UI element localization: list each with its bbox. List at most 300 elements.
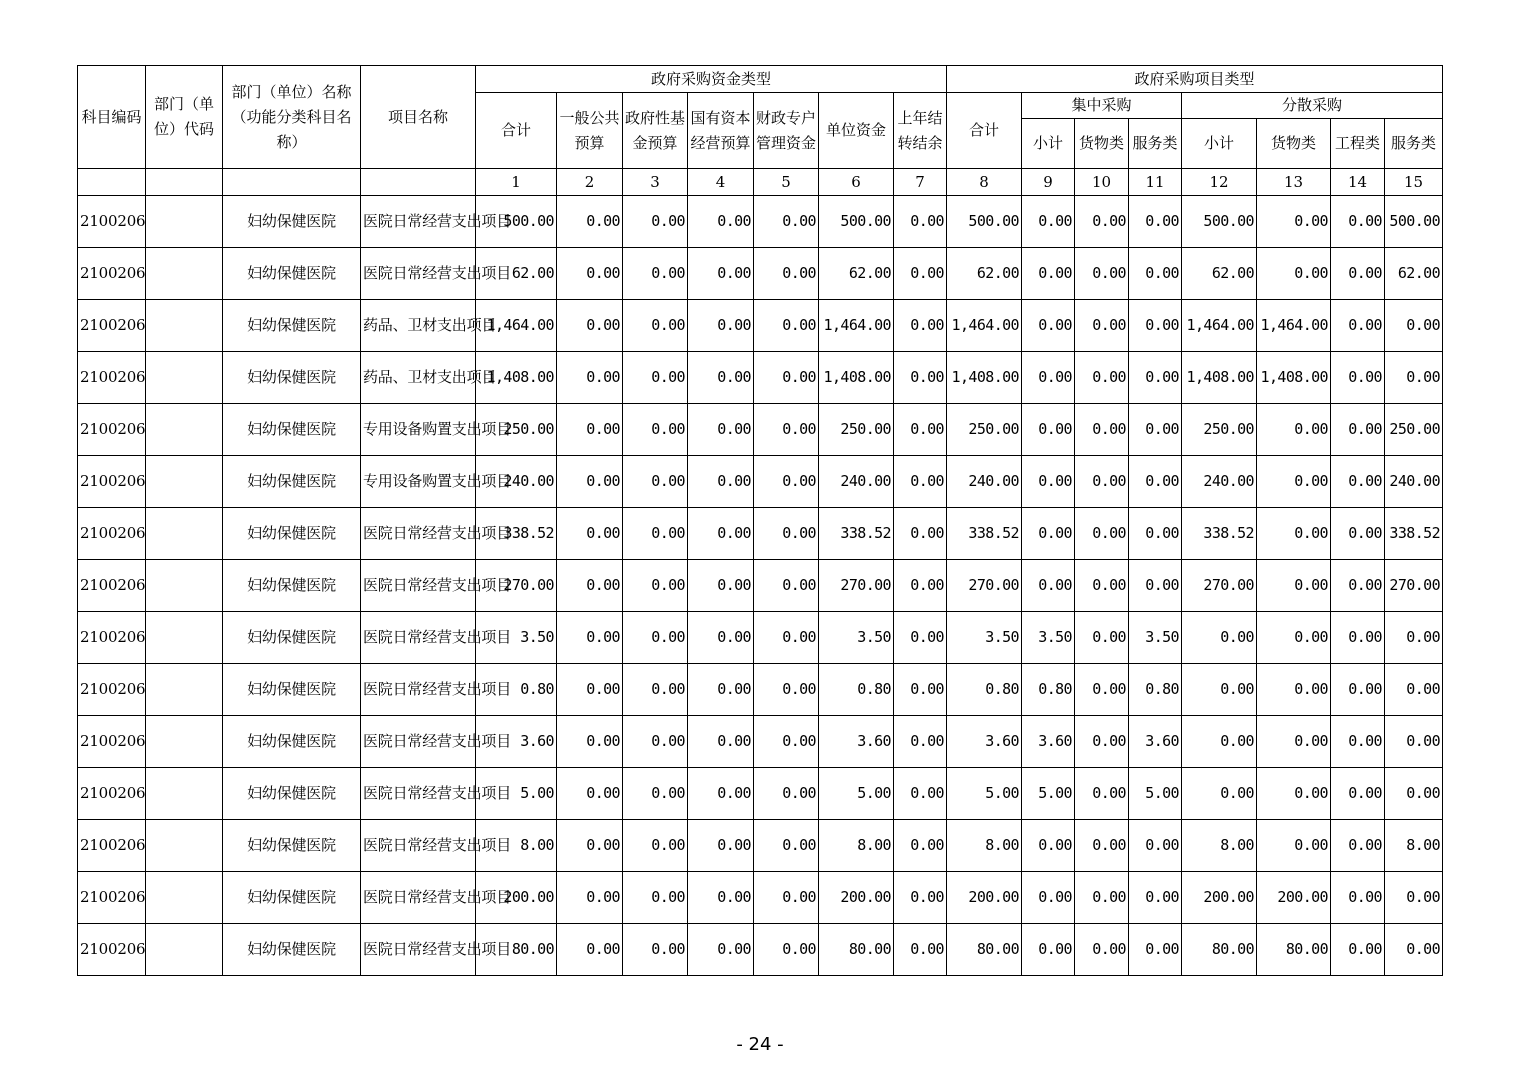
column-number: 1: [476, 169, 557, 196]
value-cell: 0.00: [1022, 508, 1075, 560]
value-cell: 0.00: [623, 456, 688, 508]
value-cell: 0.00: [623, 716, 688, 768]
table-row: [78, 456, 1443, 508]
value-cell: 5.00: [819, 768, 894, 820]
value-cell: 0.80: [1022, 664, 1075, 716]
column-number: 12: [1182, 169, 1257, 196]
table-body: [78, 196, 1443, 976]
value-cell: 0.00: [557, 196, 623, 248]
column-number: 14: [1331, 169, 1385, 196]
project-name-cell: 医院日常经营支出项目: [361, 560, 476, 612]
value-cell: 0.00: [623, 768, 688, 820]
table-row: [78, 872, 1443, 924]
dept-name-cell: 妇幼保健医院: [223, 560, 361, 612]
value-cell: 0.00: [623, 352, 688, 404]
value-cell: 270.00: [1182, 560, 1257, 612]
column-number: 2: [557, 169, 623, 196]
value-cell: 0.00: [1257, 508, 1331, 560]
value-cell: 0.00: [1257, 404, 1331, 456]
header-subject-code: 科目编码: [78, 66, 146, 169]
value-cell: 0.00: [1331, 456, 1385, 508]
value-cell: 0.80: [947, 664, 1022, 716]
value-cell: 1,408.00: [819, 352, 894, 404]
project-name-cell: 医院日常经营支出项目: [361, 716, 476, 768]
dept-name-cell: 妇幼保健医院: [223, 872, 361, 924]
value-cell: 0.00: [754, 716, 819, 768]
value-cell: 338.52: [1385, 508, 1443, 560]
value-cell: 0.00: [1129, 352, 1182, 404]
value-cell: 0.00: [1075, 612, 1129, 664]
value-cell: 1,464.00: [819, 300, 894, 352]
column-number: 4: [688, 169, 754, 196]
subject-code-cell: 2100206: [78, 664, 146, 716]
value-cell: 3.50: [1129, 612, 1182, 664]
value-cell: 0.00: [1075, 768, 1129, 820]
value-cell: 1,408.00: [1182, 352, 1257, 404]
value-cell: 0.00: [754, 352, 819, 404]
value-cell: 8.00: [1182, 820, 1257, 872]
value-cell: 270.00: [1385, 560, 1443, 612]
value-cell: 250.00: [476, 404, 557, 456]
value-cell: 1,408.00: [476, 352, 557, 404]
subject-code-cell: 2100206: [78, 508, 146, 560]
value-cell: 0.00: [1075, 664, 1129, 716]
value-cell: 0.00: [688, 300, 754, 352]
value-cell: 0.00: [1331, 820, 1385, 872]
value-cell: 0.00: [557, 820, 623, 872]
column-number: 11: [1129, 169, 1182, 196]
dept-name-cell: 妇幼保健医院: [223, 924, 361, 976]
value-cell: 0.00: [1022, 560, 1075, 612]
project-name-cell: 医院日常经营支出项目: [361, 924, 476, 976]
value-cell: 500.00: [1385, 196, 1443, 248]
value-cell: 0.00: [688, 560, 754, 612]
value-cell: 0.00: [1129, 820, 1182, 872]
value-cell: 250.00: [1385, 404, 1443, 456]
subject-code-cell: 2100206: [78, 872, 146, 924]
value-cell: 1,464.00: [947, 300, 1022, 352]
value-cell: 0.00: [1331, 196, 1385, 248]
project-name-cell: 医院日常经营支出项目: [361, 248, 476, 300]
value-cell: 0.00: [1257, 612, 1331, 664]
value-cell: 0.00: [1257, 664, 1331, 716]
value-cell: 0.00: [1022, 872, 1075, 924]
value-cell: 0.80: [819, 664, 894, 716]
table-row: [78, 560, 1443, 612]
dept-name-cell: 妇幼保健医院: [223, 612, 361, 664]
value-cell: 500.00: [947, 196, 1022, 248]
value-cell: 0.00: [1129, 456, 1182, 508]
header-special-account: 财政专户管理资金: [754, 93, 819, 169]
value-cell: 0.00: [754, 404, 819, 456]
value-cell: 0.00: [688, 404, 754, 456]
header-state-capital: 国有资本经营预算: [688, 93, 754, 169]
dept-name-cell: 妇幼保健医院: [223, 248, 361, 300]
column-number: 7: [894, 169, 947, 196]
value-cell: 338.52: [947, 508, 1022, 560]
value-cell: 0.00: [623, 560, 688, 612]
project-name-cell: 医院日常经营支出项目: [361, 820, 476, 872]
header-funding-type: 政府采购资金类型: [476, 66, 947, 93]
dept-code-cell: [146, 196, 223, 248]
value-cell: 0.00: [557, 352, 623, 404]
value-cell: 0.00: [1022, 404, 1075, 456]
value-cell: 0.00: [1257, 768, 1331, 820]
value-cell: 80.00: [476, 924, 557, 976]
value-cell: 0.00: [1331, 612, 1385, 664]
subject-code-cell: 2100206: [78, 560, 146, 612]
dept-code-cell: [146, 456, 223, 508]
value-cell: 0.00: [1075, 352, 1129, 404]
project-name-cell: 医院日常经营支出项目: [361, 664, 476, 716]
subject-code-cell: 2100206: [78, 820, 146, 872]
header-carryover: 上年结转结余: [894, 93, 947, 169]
value-cell: 0.00: [1075, 196, 1129, 248]
value-cell: 0.00: [1385, 768, 1443, 820]
subject-code-cell: 2100206: [78, 248, 146, 300]
value-cell: 0.00: [1075, 716, 1129, 768]
value-cell: 250.00: [819, 404, 894, 456]
header-goods: 货物类: [1075, 119, 1129, 169]
value-cell: 0.00: [1257, 456, 1331, 508]
subject-code-cell: 2100206: [78, 352, 146, 404]
value-cell: 0.00: [557, 872, 623, 924]
value-cell: 0.00: [557, 664, 623, 716]
value-cell: 0.00: [894, 300, 947, 352]
value-cell: 8.00: [947, 820, 1022, 872]
value-cell: 0.00: [688, 508, 754, 560]
table-row: [78, 352, 1443, 404]
value-cell: 80.00: [1257, 924, 1331, 976]
project-name-cell: 药品、卫材支出项目: [361, 300, 476, 352]
value-cell: 1,408.00: [947, 352, 1022, 404]
value-cell: 0.00: [1075, 300, 1129, 352]
header-decentralized: 分散采购: [1182, 93, 1443, 119]
value-cell: 0.00: [1257, 248, 1331, 300]
value-cell: 0.00: [1129, 872, 1182, 924]
value-cell: 0.00: [1331, 716, 1385, 768]
column-number: 5: [754, 169, 819, 196]
value-cell: 250.00: [1182, 404, 1257, 456]
value-cell: 240.00: [947, 456, 1022, 508]
value-cell: 0.00: [688, 924, 754, 976]
value-cell: 0.00: [557, 612, 623, 664]
value-cell: 0.00: [623, 300, 688, 352]
value-cell: 0.00: [894, 716, 947, 768]
subject-code-cell: 2100206: [78, 612, 146, 664]
project-name-cell: 专用设备购置支出项目: [361, 404, 476, 456]
value-cell: 0.00: [894, 456, 947, 508]
value-cell: 0.00: [1022, 456, 1075, 508]
value-cell: 0.00: [754, 196, 819, 248]
value-cell: 3.50: [476, 612, 557, 664]
subject-code-cell: 2100206: [78, 196, 146, 248]
value-cell: 0.00: [1129, 560, 1182, 612]
value-cell: 0.00: [1331, 872, 1385, 924]
value-cell: 0.00: [1331, 664, 1385, 716]
dept-code-cell: [146, 716, 223, 768]
project-name-cell: 医院日常经营支出项目: [361, 508, 476, 560]
dept-name-cell: 妇幼保健医院: [223, 664, 361, 716]
value-cell: 0.00: [623, 820, 688, 872]
value-cell: 200.00: [947, 872, 1022, 924]
value-cell: 250.00: [947, 404, 1022, 456]
value-cell: 80.00: [947, 924, 1022, 976]
value-cell: 0.00: [688, 248, 754, 300]
dept-name-cell: 妇幼保健医院: [223, 404, 361, 456]
value-cell: 200.00: [1182, 872, 1257, 924]
value-cell: 0.00: [1182, 716, 1257, 768]
value-cell: 0.00: [1075, 872, 1129, 924]
value-cell: 3.50: [1022, 612, 1075, 664]
value-cell: 3.60: [1129, 716, 1182, 768]
value-cell: 0.00: [1257, 716, 1331, 768]
value-cell: 0.00: [1129, 196, 1182, 248]
value-cell: 0.00: [688, 352, 754, 404]
page-number: - 24 -: [736, 1034, 784, 1055]
value-cell: 500.00: [819, 196, 894, 248]
dept-code-cell: [146, 924, 223, 976]
value-cell: 0.00: [894, 508, 947, 560]
value-cell: 0.00: [557, 508, 623, 560]
value-cell: 0.00: [754, 456, 819, 508]
subject-code-cell: 2100206: [78, 716, 146, 768]
header-subtotal-2: 小计: [1182, 119, 1257, 169]
subject-code-cell: 2100206: [78, 456, 146, 508]
value-cell: 0.00: [557, 404, 623, 456]
value-cell: 0.00: [894, 664, 947, 716]
subject-code-cell: 2100206: [78, 924, 146, 976]
header-centralized: 集中采购: [1022, 93, 1182, 119]
value-cell: 0.00: [894, 872, 947, 924]
value-cell: 0.00: [688, 196, 754, 248]
column-number: 3: [623, 169, 688, 196]
value-cell: 240.00: [1385, 456, 1443, 508]
value-cell: 0.00: [754, 612, 819, 664]
header-subtotal: 小计: [1022, 119, 1075, 169]
value-cell: 0.00: [623, 404, 688, 456]
value-cell: 0.00: [754, 248, 819, 300]
value-cell: 0.00: [1385, 352, 1443, 404]
dept-name-cell: 妇幼保健医院: [223, 768, 361, 820]
table-row: [78, 820, 1443, 872]
column-number-row: [78, 169, 1443, 196]
header-dept-code: 部门（单位）代码: [146, 66, 223, 169]
value-cell: 0.00: [557, 768, 623, 820]
value-cell: 0.00: [688, 664, 754, 716]
value-cell: 62.00: [1182, 248, 1257, 300]
value-cell: 5.00: [1022, 768, 1075, 820]
subject-code-cell: 2100206: [78, 404, 146, 456]
value-cell: 5.00: [1129, 768, 1182, 820]
value-cell: 0.00: [1075, 508, 1129, 560]
value-cell: 0.80: [476, 664, 557, 716]
value-cell: 0.00: [894, 404, 947, 456]
value-cell: 0.00: [688, 872, 754, 924]
dept-code-cell: [146, 404, 223, 456]
value-cell: 0.00: [557, 716, 623, 768]
header-total: 合计: [476, 93, 557, 169]
value-cell: 62.00: [476, 248, 557, 300]
header-unit-funds: 单位资金: [819, 93, 894, 169]
value-cell: 0.00: [623, 196, 688, 248]
value-cell: 500.00: [476, 196, 557, 248]
value-cell: 200.00: [819, 872, 894, 924]
value-cell: 0.00: [688, 716, 754, 768]
value-cell: 0.00: [623, 248, 688, 300]
project-name-cell: 医院日常经营支出项目: [361, 872, 476, 924]
value-cell: 0.00: [754, 872, 819, 924]
value-cell: 240.00: [476, 456, 557, 508]
dept-code-cell: [146, 612, 223, 664]
value-cell: 62.00: [819, 248, 894, 300]
project-name-cell: 医院日常经营支出项目: [361, 768, 476, 820]
value-cell: 0.00: [1331, 560, 1385, 612]
value-cell: 0.00: [557, 924, 623, 976]
value-cell: 0.00: [1385, 924, 1443, 976]
table-row: [78, 768, 1443, 820]
project-name-cell: 医院日常经营支出项目: [361, 196, 476, 248]
value-cell: 0.00: [754, 560, 819, 612]
table-row: [78, 404, 1443, 456]
column-number: 13: [1257, 169, 1331, 196]
value-cell: 0.00: [894, 820, 947, 872]
table-row: [78, 612, 1443, 664]
dept-name-cell: 妇幼保健医院: [223, 820, 361, 872]
value-cell: 8.00: [476, 820, 557, 872]
value-cell: 0.00: [623, 664, 688, 716]
header-general-public: 一般公共预算: [557, 93, 623, 169]
value-cell: 0.00: [754, 820, 819, 872]
header-total-2: 合计: [947, 93, 1022, 169]
value-cell: 0.00: [894, 924, 947, 976]
table-row: [78, 508, 1443, 560]
dept-name-cell: 妇幼保健医院: [223, 456, 361, 508]
table-row: [78, 924, 1443, 976]
value-cell: 0.00: [1257, 820, 1331, 872]
dept-name-cell: 妇幼保健医院: [223, 508, 361, 560]
value-cell: 0.00: [1129, 300, 1182, 352]
header-project-type: 政府采购项目类型: [947, 66, 1443, 93]
dept-code-cell: [146, 664, 223, 716]
header-gov-fund: 政府性基金预算: [623, 93, 688, 169]
value-cell: 0.00: [1129, 508, 1182, 560]
value-cell: 0.00: [1331, 352, 1385, 404]
value-cell: 0.00: [1182, 664, 1257, 716]
value-cell: 80.00: [1182, 924, 1257, 976]
column-number: 10: [1075, 169, 1129, 196]
dept-code-cell: [146, 872, 223, 924]
dept-name-cell: 妇幼保健医院: [223, 352, 361, 404]
value-cell: 0.00: [754, 300, 819, 352]
value-cell: 0.00: [688, 768, 754, 820]
dept-code-cell: [146, 300, 223, 352]
value-cell: 0.00: [1182, 612, 1257, 664]
value-cell: 3.60: [1022, 716, 1075, 768]
value-cell: 0.00: [894, 196, 947, 248]
value-cell: 270.00: [476, 560, 557, 612]
value-cell: 0.00: [754, 768, 819, 820]
value-cell: 0.00: [1075, 248, 1129, 300]
header-engineering: 工程类: [1331, 119, 1385, 169]
table-row: [78, 196, 1443, 248]
value-cell: 0.00: [623, 508, 688, 560]
column-number: 6: [819, 169, 894, 196]
value-cell: 3.50: [947, 612, 1022, 664]
value-cell: 0.00: [1331, 924, 1385, 976]
value-cell: 1,408.00: [1257, 352, 1331, 404]
value-cell: 0.00: [1075, 560, 1129, 612]
value-cell: 338.52: [819, 508, 894, 560]
dept-code-cell: [146, 820, 223, 872]
value-cell: 0.00: [1022, 196, 1075, 248]
value-cell: 338.52: [476, 508, 557, 560]
value-cell: 0.00: [1075, 820, 1129, 872]
value-cell: 270.00: [819, 560, 894, 612]
value-cell: 0.00: [1075, 456, 1129, 508]
value-cell: 0.00: [894, 612, 947, 664]
subject-code-cell: 2100206: [78, 768, 146, 820]
header-goods-2: 货物类: [1257, 119, 1331, 169]
column-number: 8: [947, 169, 1022, 196]
procurement-budget-table: [77, 65, 1443, 976]
value-cell: 0.00: [1022, 300, 1075, 352]
value-cell: 5.00: [476, 768, 557, 820]
value-cell: 0.00: [1022, 820, 1075, 872]
value-cell: 240.00: [1182, 456, 1257, 508]
value-cell: 0.00: [623, 872, 688, 924]
project-name-cell: 药品、卫材支出项目: [361, 352, 476, 404]
dept-code-cell: [146, 560, 223, 612]
value-cell: 1,464.00: [476, 300, 557, 352]
value-cell: 0.00: [623, 612, 688, 664]
value-cell: 0.00: [1182, 768, 1257, 820]
value-cell: 5.00: [947, 768, 1022, 820]
value-cell: 0.00: [623, 924, 688, 976]
dept-name-cell: 妇幼保健医院: [223, 196, 361, 248]
value-cell: 338.52: [1182, 508, 1257, 560]
value-cell: 0.00: [1075, 924, 1129, 976]
value-cell: 62.00: [1385, 248, 1443, 300]
value-cell: 1,464.00: [1182, 300, 1257, 352]
dept-code-cell: [146, 508, 223, 560]
value-cell: 0.00: [754, 664, 819, 716]
value-cell: 62.00: [947, 248, 1022, 300]
project-name-cell: 医院日常经营支出项目: [361, 612, 476, 664]
value-cell: 270.00: [947, 560, 1022, 612]
value-cell: 0.00: [1129, 404, 1182, 456]
value-cell: 0.00: [1331, 300, 1385, 352]
value-cell: 0.00: [557, 560, 623, 612]
header-services-2: 服务类: [1385, 119, 1443, 169]
column-number: 9: [1022, 169, 1075, 196]
value-cell: 0.00: [1385, 300, 1443, 352]
value-cell: 3.50: [819, 612, 894, 664]
value-cell: 0.00: [894, 768, 947, 820]
value-cell: 0.00: [894, 248, 947, 300]
value-cell: 0.00: [1331, 768, 1385, 820]
dept-code-cell: [146, 768, 223, 820]
value-cell: 0.00: [688, 456, 754, 508]
value-cell: 0.00: [1385, 716, 1443, 768]
value-cell: 0.00: [894, 352, 947, 404]
dept-name-cell: 妇幼保健医院: [223, 716, 361, 768]
value-cell: 0.00: [1331, 508, 1385, 560]
dept-name-cell: 妇幼保健医院: [223, 300, 361, 352]
project-name-cell: 专用设备购置支出项目: [361, 456, 476, 508]
value-cell: 0.00: [1385, 612, 1443, 664]
value-cell: 0.80: [1129, 664, 1182, 716]
